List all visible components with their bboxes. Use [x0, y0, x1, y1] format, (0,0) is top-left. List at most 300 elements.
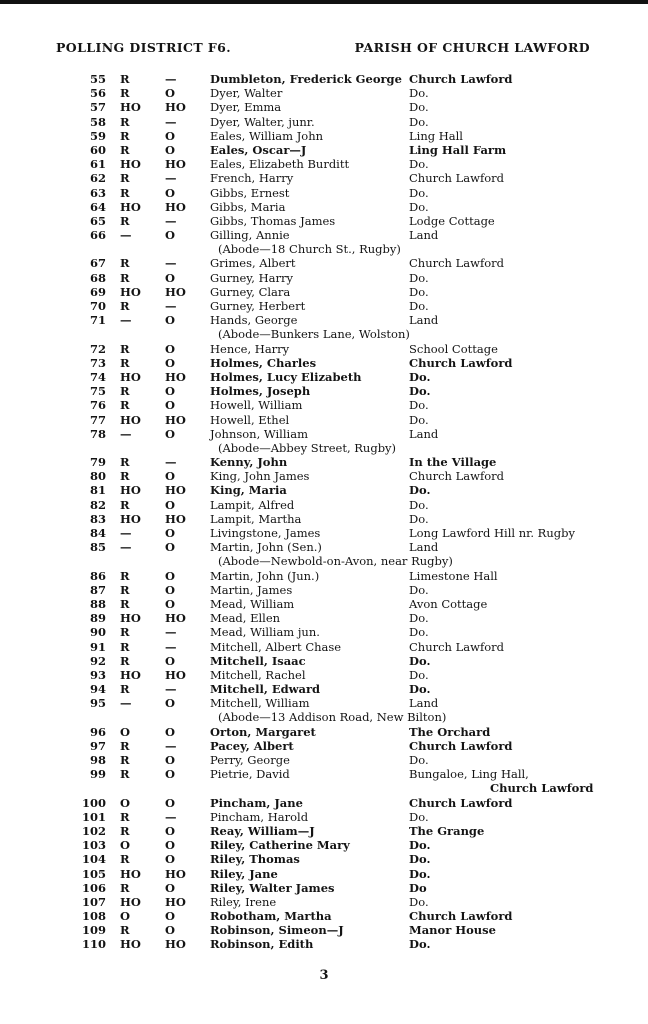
- register-entry: [0, 597, 648, 611]
- second-qualification-code: O: [165, 923, 176, 938]
- register-entry: [0, 583, 648, 597]
- qualification-code: R: [120, 171, 130, 186]
- second-qualification-code: HO: [165, 483, 186, 498]
- elector-name: Martin, John (Jun.): [210, 568, 320, 583]
- register-entry: [0, 625, 648, 639]
- entry-number: 83: [89, 511, 106, 526]
- elector-name: Grimes, Albert: [210, 256, 296, 271]
- entry-number: 66: [89, 228, 106, 243]
- qualification-code: R: [120, 767, 130, 782]
- second-qualification-code: HO: [165, 412, 186, 427]
- entry-number: 75: [89, 384, 106, 399]
- elector-name: Gilling, Annie: [210, 228, 290, 243]
- entry-number: 88: [89, 596, 106, 611]
- register-entry: [0, 739, 648, 753]
- second-qualification-code: O: [165, 526, 176, 540]
- register-entry: [0, 611, 648, 625]
- entry-number: 57: [89, 100, 106, 115]
- qualification-code: —: [120, 696, 132, 711]
- elector-name: Gibbs, Ernest: [210, 185, 290, 200]
- qualification-code: HO: [120, 667, 141, 682]
- qualification-code: R: [120, 142, 130, 157]
- second-qualification-code: HO: [165, 369, 186, 384]
- entry-number: 74: [89, 369, 106, 384]
- qualifying-address: Do.: [409, 866, 431, 881]
- elector-name: Lampit, Alfred: [210, 497, 295, 512]
- entry-number: 100: [81, 795, 106, 810]
- register-entry: [0, 427, 648, 441]
- register-entry: [0, 923, 648, 937]
- qualifying-address: Church Lawford: [409, 909, 513, 924]
- qualifying-address: Do.: [409, 157, 429, 172]
- entry-number: 86: [89, 568, 106, 583]
- register-entry: [0, 285, 648, 299]
- entry-number: 65: [89, 213, 106, 228]
- elector-name: Gibbs, Thomas James: [210, 213, 336, 228]
- qualifying-address: The Grange: [409, 823, 485, 838]
- qualifying-address: Do.: [409, 369, 431, 384]
- elector-name: Holmes, Joseph: [210, 384, 311, 399]
- elector-name: Mitchell, Albert Chase: [210, 639, 342, 654]
- qualifying-address: In the Village: [409, 455, 497, 470]
- qualification-code: R: [120, 582, 130, 597]
- entry-number: 80: [89, 469, 106, 484]
- elector-register-list: [0, 72, 648, 952]
- qualification-code: HO: [120, 412, 141, 427]
- qualification-code: R: [120, 341, 130, 356]
- entry-number: 72: [89, 341, 106, 356]
- qualifying-address: Church Lawford: [409, 795, 513, 810]
- qualification-code: R: [120, 823, 130, 838]
- qualifying-address: Land: [409, 540, 439, 555]
- second-qualification-code: O: [165, 313, 176, 328]
- qualifying-address: Do.: [409, 937, 431, 952]
- qualifying-address: Land: [409, 426, 439, 441]
- qualifying-address: Limestone Hall: [409, 568, 498, 583]
- second-qualification-code: O: [165, 355, 176, 370]
- entry-number: 87: [89, 582, 106, 597]
- elector-name: Howell, Ethel: [210, 412, 290, 427]
- entry-number: 107: [81, 894, 106, 909]
- second-qualification-code: HO: [165, 866, 186, 881]
- qualification-code: R: [120, 384, 130, 399]
- qualification-code: R: [120, 86, 130, 101]
- register-entry: [0, 852, 648, 866]
- entry-number: 61: [89, 157, 106, 172]
- top-border-rule: [0, 0, 648, 4]
- elector-name: Dumbleton, Frederick George: [210, 72, 402, 86]
- elector-name: Martin, John (Sen.): [210, 540, 322, 555]
- register-entry: [0, 937, 648, 951]
- entry-number: 55: [89, 72, 106, 86]
- elector-name: Orton, Margaret: [210, 724, 316, 739]
- entry-number: 76: [89, 398, 106, 413]
- qualification-code: R: [120, 128, 130, 143]
- qualifying-address: Do.: [409, 753, 429, 767]
- second-qualification-code: O: [165, 497, 176, 512]
- qualifying-address: Bungaloe, Ling Hall,: [409, 767, 529, 782]
- register-entry: [0, 540, 648, 554]
- qualifying-address: Church Lawford: [409, 256, 504, 271]
- register-entry: [0, 810, 648, 824]
- register-entry: [0, 696, 648, 710]
- elector-name: Eales, William John: [210, 128, 324, 143]
- qualifying-address: Land: [409, 313, 439, 328]
- elector-name: Mead, William: [210, 596, 295, 611]
- qualification-code: HO: [120, 100, 141, 115]
- register-entry: [0, 654, 648, 668]
- qualification-code: R: [120, 639, 130, 654]
- page-number: 3: [319, 968, 329, 983]
- elector-name: Riley, Irene: [210, 894, 277, 909]
- entry-number: 106: [81, 880, 106, 895]
- second-qualification-code: O: [165, 270, 176, 285]
- qualifying-address: Do.: [409, 483, 431, 498]
- second-qualification-code: —: [165, 625, 177, 640]
- qualifying-address: Do.: [409, 809, 429, 824]
- qualifying-address: Do.: [409, 653, 431, 668]
- second-qualification-code: HO: [165, 511, 186, 526]
- elector-name: Perry, George: [210, 753, 290, 767]
- entry-number: 92: [89, 653, 106, 668]
- qualifying-address: Do.: [409, 299, 429, 313]
- qualification-code: HO: [120, 937, 141, 952]
- qualification-code: R: [120, 72, 130, 86]
- qualification-code: R: [120, 355, 130, 370]
- entry-number: 85: [89, 540, 106, 555]
- second-qualification-code: O: [165, 852, 176, 867]
- register-entry: [0, 228, 648, 242]
- elector-name: Mitchell, William: [210, 696, 310, 711]
- register-entry: [0, 398, 648, 412]
- second-qualification-code: O: [165, 228, 176, 243]
- entry-number: 59: [89, 128, 106, 143]
- second-qualification-code: O: [165, 142, 176, 157]
- qualifying-address: Do.: [409, 625, 429, 640]
- qualifying-address: Do.: [409, 100, 429, 115]
- register-entry: [0, 512, 648, 526]
- elector-name: Riley, Walter James: [210, 880, 335, 895]
- qualifying-address: Do.: [409, 582, 429, 597]
- second-qualification-code: O: [165, 696, 176, 711]
- qualification-code: R: [120, 852, 130, 867]
- second-qualification-code: —: [165, 256, 177, 271]
- register-entry: [0, 200, 648, 214]
- elector-name: Dyer, Emma: [210, 100, 282, 115]
- register-entry: [0, 171, 648, 185]
- qualification-code: R: [120, 299, 130, 313]
- second-qualification-code: —: [165, 639, 177, 654]
- elector-name: Hence, Harry: [210, 341, 290, 356]
- entry-number: 81: [89, 483, 106, 498]
- register-entry: [0, 115, 648, 129]
- qualification-code: R: [120, 682, 130, 697]
- entry-number: 110: [81, 937, 106, 952]
- qualifying-address: Manor House: [409, 923, 496, 938]
- qualifying-address: Avon Cottage: [409, 596, 488, 611]
- qualifying-address: Lodge Cottage: [409, 213, 495, 228]
- register-entry: [0, 313, 648, 327]
- qualifying-address: Do.: [409, 398, 429, 413]
- entry-number: 91: [89, 639, 106, 654]
- elector-name: Riley, Thomas: [210, 852, 300, 867]
- second-qualification-code: HO: [165, 611, 186, 626]
- qualifying-address: Land: [409, 228, 439, 243]
- register-entry: [0, 867, 648, 881]
- register-entry: [0, 384, 648, 398]
- second-qualification-code: O: [165, 384, 176, 399]
- elector-name: Riley, Jane: [210, 866, 278, 881]
- register-entry: [0, 682, 648, 696]
- qualifying-address: Church Lawford: [409, 639, 504, 654]
- qualifying-address: Do.: [409, 384, 431, 399]
- qualification-code: R: [120, 497, 130, 512]
- second-qualification-code: O: [165, 653, 176, 668]
- abode-note: [0, 554, 648, 568]
- register-entry: [0, 483, 648, 497]
- register-entry: [0, 895, 648, 909]
- register-entry: [0, 909, 648, 923]
- register-entry: [0, 668, 648, 682]
- register-entry: [0, 796, 648, 810]
- entry-number: 67: [89, 256, 106, 271]
- elector-name: Mead, William jun.: [210, 625, 320, 640]
- entry-number: 102: [81, 823, 106, 838]
- qualifying-address: Do.: [409, 852, 431, 867]
- abode-text: (Abode—13 Addison Road, New Bilton): [218, 710, 447, 725]
- second-qualification-code: —: [165, 213, 177, 228]
- qualifying-address: Church Lawford: [409, 72, 513, 86]
- second-qualification-code: O: [165, 795, 176, 810]
- second-qualification-code: O: [165, 838, 176, 853]
- entry-number: 94: [89, 682, 106, 697]
- register-entry: [0, 256, 648, 270]
- register-entry: [0, 100, 648, 114]
- entry-number: 96: [89, 724, 106, 739]
- register-entry: [0, 342, 648, 356]
- register-entry: [0, 469, 648, 483]
- qualification-code: R: [120, 596, 130, 611]
- qualifying-address: Do.: [409, 412, 429, 427]
- second-qualification-code: O: [165, 398, 176, 413]
- entry-number: 95: [89, 696, 106, 711]
- entry-number: 56: [89, 86, 106, 101]
- second-qualification-code: O: [165, 724, 176, 739]
- register-entry: [0, 455, 648, 469]
- qualification-code: R: [120, 256, 130, 271]
- elector-name: Mitchell, Edward: [210, 682, 321, 697]
- abode-text: (Abode—Newbold-on-Avon, near Rugby): [218, 554, 453, 569]
- second-qualification-code: HO: [165, 157, 186, 172]
- abode-note: [0, 327, 648, 341]
- elector-name: Riley, Catherine Mary: [210, 838, 350, 853]
- register-entry: [0, 72, 648, 86]
- entry-number: 105: [81, 866, 106, 881]
- elector-name: French, Harry: [210, 171, 294, 186]
- qualifying-address: Do.: [409, 114, 429, 129]
- elector-name: Livingstone, James: [210, 526, 321, 540]
- qualification-code: HO: [120, 284, 141, 299]
- entry-number: 103: [81, 838, 106, 853]
- qualification-code: R: [120, 625, 130, 640]
- qualification-code: —: [120, 426, 132, 441]
- qualifying-address: Church Lawford: [409, 738, 513, 753]
- qualification-code: O: [120, 795, 131, 810]
- second-qualification-code: O: [165, 582, 176, 597]
- abode-note: [0, 441, 648, 455]
- entry-number: 69: [89, 284, 106, 299]
- elector-name: Gurney, Clara: [210, 284, 291, 299]
- register-entry: [0, 214, 648, 228]
- elector-name: Howell, William: [210, 398, 303, 413]
- second-qualification-code: O: [165, 540, 176, 555]
- elector-name: Pietrie, David: [210, 767, 290, 782]
- second-qualification-code: —: [165, 455, 177, 470]
- elector-name: Mitchell, Isaac: [210, 653, 306, 668]
- qualification-code: O: [120, 724, 131, 739]
- entry-number: 101: [81, 809, 106, 824]
- qualification-code: —: [120, 313, 132, 328]
- second-qualification-code: O: [165, 823, 176, 838]
- second-qualification-code: O: [165, 880, 176, 895]
- register-entry: [0, 129, 648, 143]
- qualification-code: R: [120, 568, 130, 583]
- abode-note: [0, 242, 648, 256]
- elector-name: Lampit, Martha: [210, 511, 302, 526]
- qualification-code: —: [120, 228, 132, 243]
- address-continuation-text: Church Lawford: [490, 781, 594, 796]
- register-entry: [0, 640, 648, 654]
- second-qualification-code: —: [165, 72, 177, 86]
- register-entry: [0, 157, 648, 171]
- register-entry: [0, 725, 648, 739]
- register-entry: [0, 413, 648, 427]
- second-qualification-code: —: [165, 171, 177, 186]
- entry-number: 90: [89, 625, 106, 640]
- qualifying-address: Church Lawford: [409, 469, 504, 484]
- elector-name: Dyer, Walter: [210, 86, 283, 101]
- elector-name: Gurney, Harry: [210, 270, 293, 285]
- elector-name: Mead, Ellen: [210, 611, 281, 626]
- entry-number: 70: [89, 299, 106, 313]
- qualification-code: HO: [120, 369, 141, 384]
- register-entry: [0, 881, 648, 895]
- register-entry: [0, 753, 648, 767]
- qualification-code: R: [120, 923, 130, 938]
- entry-number: 89: [89, 611, 106, 626]
- qualification-code: HO: [120, 483, 141, 498]
- qualifying-address: Do.: [409, 838, 431, 853]
- elector-name: Pincham, Harold: [210, 809, 309, 824]
- qualification-code: —: [120, 526, 132, 540]
- elector-name: Eales, Elizabeth Burditt: [210, 157, 350, 172]
- register-entry: [0, 838, 648, 852]
- qualification-code: —: [120, 540, 132, 555]
- qualification-code: HO: [120, 611, 141, 626]
- abode-text: (Abode—Abbey Street, Rugby): [218, 440, 397, 455]
- qualification-code: R: [120, 213, 130, 228]
- second-qualification-code: HO: [165, 199, 186, 214]
- elector-name: Robotham, Martha: [210, 909, 332, 924]
- qualifying-address: Do: [409, 880, 427, 895]
- elector-name: Holmes, Lucy Elizabeth: [210, 369, 362, 384]
- qualification-code: R: [120, 185, 130, 200]
- second-qualification-code: HO: [165, 667, 186, 682]
- abode-note: [0, 710, 648, 724]
- elector-name: Eales, Oscar—J: [210, 142, 307, 157]
- qualifying-address: Do.: [409, 511, 429, 526]
- second-qualification-code: O: [165, 185, 176, 200]
- second-qualification-code: —: [165, 809, 177, 824]
- elector-name: Hands, George: [210, 313, 298, 328]
- qualifying-address: Do.: [409, 199, 429, 214]
- elector-name: Gibbs, Maria: [210, 199, 286, 214]
- qualification-code: R: [120, 270, 130, 285]
- elector-name: Robinson, Edith: [210, 937, 314, 952]
- qualifying-address: Do.: [409, 284, 429, 299]
- elector-name: Dyer, Walter, junr.: [210, 114, 315, 129]
- qualification-code: HO: [120, 199, 141, 214]
- abode-text: (Abode—Bunkers Lane, Wolston): [218, 327, 410, 342]
- second-qualification-code: O: [165, 341, 176, 356]
- register-entry: [0, 143, 648, 157]
- register-entry: [0, 271, 648, 285]
- qualifying-address: The Orchard: [409, 724, 491, 739]
- elector-name: Kenny, John: [210, 455, 288, 470]
- register-entry: [0, 824, 648, 838]
- second-qualification-code: O: [165, 426, 176, 441]
- qualification-code: HO: [120, 866, 141, 881]
- elector-name: Reay, William—J: [210, 823, 315, 838]
- entry-number: 64: [89, 199, 106, 214]
- qualification-code: R: [120, 653, 130, 668]
- qualifying-address: School Cottage: [409, 341, 498, 356]
- qualification-code: R: [120, 455, 130, 470]
- second-qualification-code: O: [165, 128, 176, 143]
- second-qualification-code: O: [165, 596, 176, 611]
- elector-name: Pacey, Albert: [210, 738, 294, 753]
- elector-name: King, Maria: [210, 483, 287, 498]
- elector-name: Pincham, Jane: [210, 795, 303, 810]
- second-qualification-code: O: [165, 568, 176, 583]
- entry-number: 58: [89, 114, 106, 129]
- register-entry: [0, 569, 648, 583]
- entry-number: 99: [89, 767, 106, 782]
- elector-name: Holmes, Charles: [210, 355, 317, 370]
- qualifying-address: Church Lawford: [409, 355, 513, 370]
- entry-number: 73: [89, 355, 106, 370]
- entry-number: 98: [89, 753, 106, 767]
- entry-number: 97: [89, 738, 106, 753]
- elector-name: King, John James: [210, 469, 310, 484]
- qualifying-address: Do.: [409, 270, 429, 285]
- elector-name: Robinson, Simeon—J: [210, 923, 344, 938]
- entry-number: 71: [89, 313, 106, 328]
- qualification-code: R: [120, 114, 130, 129]
- entry-number: 93: [89, 667, 106, 682]
- qualification-code: HO: [120, 157, 141, 172]
- second-qualification-code: HO: [165, 937, 186, 952]
- second-qualification-code: O: [165, 86, 176, 101]
- register-entry: [0, 356, 648, 370]
- elector-name: Gurney, Herbert: [210, 299, 306, 313]
- qualification-code: O: [120, 909, 131, 924]
- second-qualification-code: HO: [165, 894, 186, 909]
- qualifying-address: Do.: [409, 894, 429, 909]
- abode-text: (Abode—18 Church St., Rugby): [218, 242, 401, 257]
- address-continuation: [0, 781, 648, 795]
- register-entry: [0, 498, 648, 512]
